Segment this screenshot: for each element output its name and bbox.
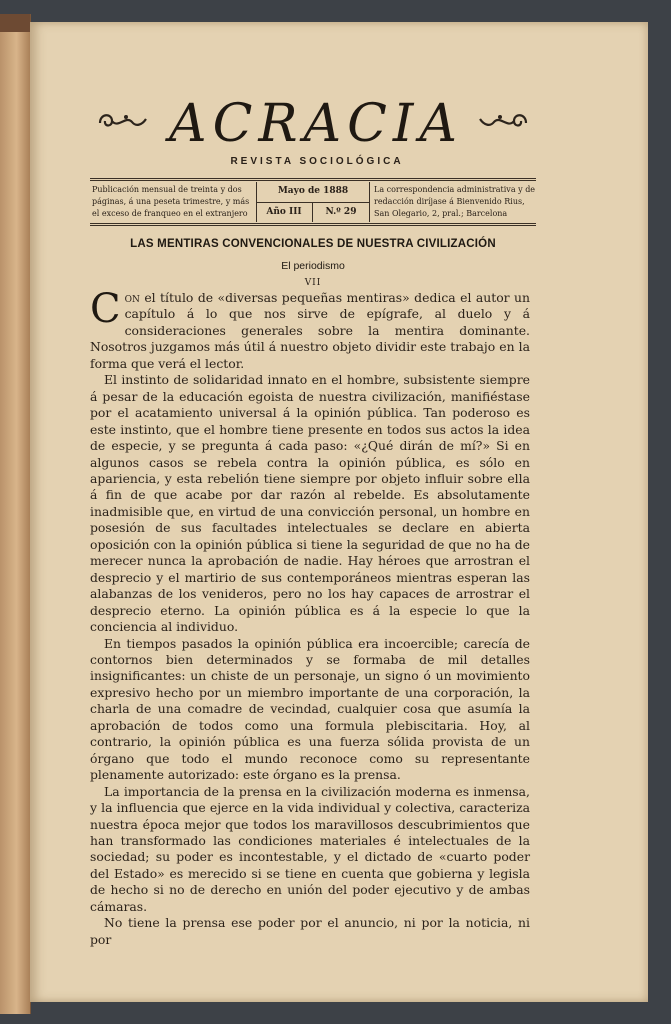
subscription-note: Publicación mensual de treinta y dos páginas, á una peseta trimestre, y más el exceso de franqueo en el extranjero	[92, 185, 250, 218]
header-rule-top-double	[90, 180, 536, 181]
correspondence-note: La correspondencia administrativa y de redacción diríjase á Bienvenido Rius, San Olegario, 2, pral.; Barcelona	[374, 185, 536, 218]
scroll-flourish-icon	[476, 108, 530, 143]
issue-year: Año III	[266, 207, 302, 217]
scroll-flourish-icon	[96, 108, 150, 143]
first-word-rest: on	[124, 290, 140, 305]
issue-number: N.º 29	[325, 207, 357, 217]
article-title: LAS MENTIRAS CONVENCIONALES DE NUESTRA CIVILIZACIÓN	[130, 238, 496, 250]
masthead	[30, 94, 648, 154]
article-body	[90, 286, 530, 948]
paragraph: La importancia de la prensa en la civilización moderna es inmensa, y la influencia que ejerce en la vida individual y colectiva, caracteriza nuestra época mejor que todos los maravillosos descubrimientos que han transformado las condiciones materiales é intelectuales de la sociedad; su poder es incontestable, y el dictado de «cuarto poder del Estado» es merecido si se tiene en cuenta que gobierna y legisla de hecho si no de derecho en unión del poder ejecutivo y de ambas cámaras.	[90, 783, 530, 914]
spine-band	[0, 14, 30, 32]
drop-cap: C	[90, 286, 121, 332]
issue-box-divider	[257, 202, 369, 203]
magazine-page	[30, 22, 648, 1002]
header-rule-top	[90, 178, 536, 179]
issue-date: Mayo de 1888	[277, 186, 349, 196]
magazine-subtitle: REVISTA SOCIOLÓGICA	[230, 156, 404, 167]
magazine-title: ACRACIA	[169, 94, 463, 154]
paragraph-text: el título de «diversas pequeñas mentiras» dedica el autor un capítulo á lo que nos sirve de epígrafe, al duelo y á consideraciones generales sobre la mentira dominante. Nosotros juzgamos más útil á nuestro objeto dividir este trabajo en la forma que verá el lector.	[90, 290, 530, 371]
paragraph: No tiene la prensa ese poder por el anuncio, ni por la noticia, ni por	[90, 915, 530, 947]
paragraph: El instinto de solidaridad innato en el hombre, subsistente siempre á pesar de la educación egoista de nuestra civilización, manifiéstase por el acatamiento universal á la opinión pública. Tan poderoso es este instinto, que el hombre tiene presente en todos sus actos la idea de especie, y se pregunta á cada paso: «¿Qué dirán de mí?» Si en algunos casos se rebela contra la opinión pública, es sólo en apariencia, y esta rebelión tiene siempre por objeto influir sobre ella á fin de que acabe por dar razón al rebelde. Es absolutamente inadmisible que, en virtud de una convicción personal, un hombre en posesión de sus facultades intelectuales se declare en abierta oposición con la opinión pública si tiene la seguridad de que no ha de merecer nunca la aprobación de nadie. Hay héroes que arrostran el desprecio y el martirio de sus contemporáneos mientras esperan las alabanzas de los venideros, pero no los hay capaces de arrostrar el desprecio eterno. La opinión pública es á la especie lo que la conciencia al individuo.	[90, 372, 530, 635]
issue-box	[256, 182, 370, 222]
publication-info	[90, 182, 536, 222]
header-rule-bottom	[90, 223, 536, 224]
chapter-number: VII	[304, 278, 322, 288]
paragraph	[90, 286, 530, 372]
paragraph: En tiempos pasados la opinión pública era incoercible; carecía de contornos bien determinados y se formaba de mil detalles insignificantes: un chiste de un personaje, un signo ó un movimiento expresivo hecho por un miembro importante de una corporación, la charla de una comadre de vecindad, cualquier cosa que asumía la aprobación de todos como una formula plebiscitaria. Hoy, al contrario, la opinión pública es una fuerza sólida provista de un órgano que todo el mundo reconoce como su representante plenamente autorizado: este órgano es la prensa.	[90, 635, 530, 783]
header-rule-bottom-double	[90, 225, 536, 226]
article-subtitle: El periodismo	[281, 260, 345, 272]
